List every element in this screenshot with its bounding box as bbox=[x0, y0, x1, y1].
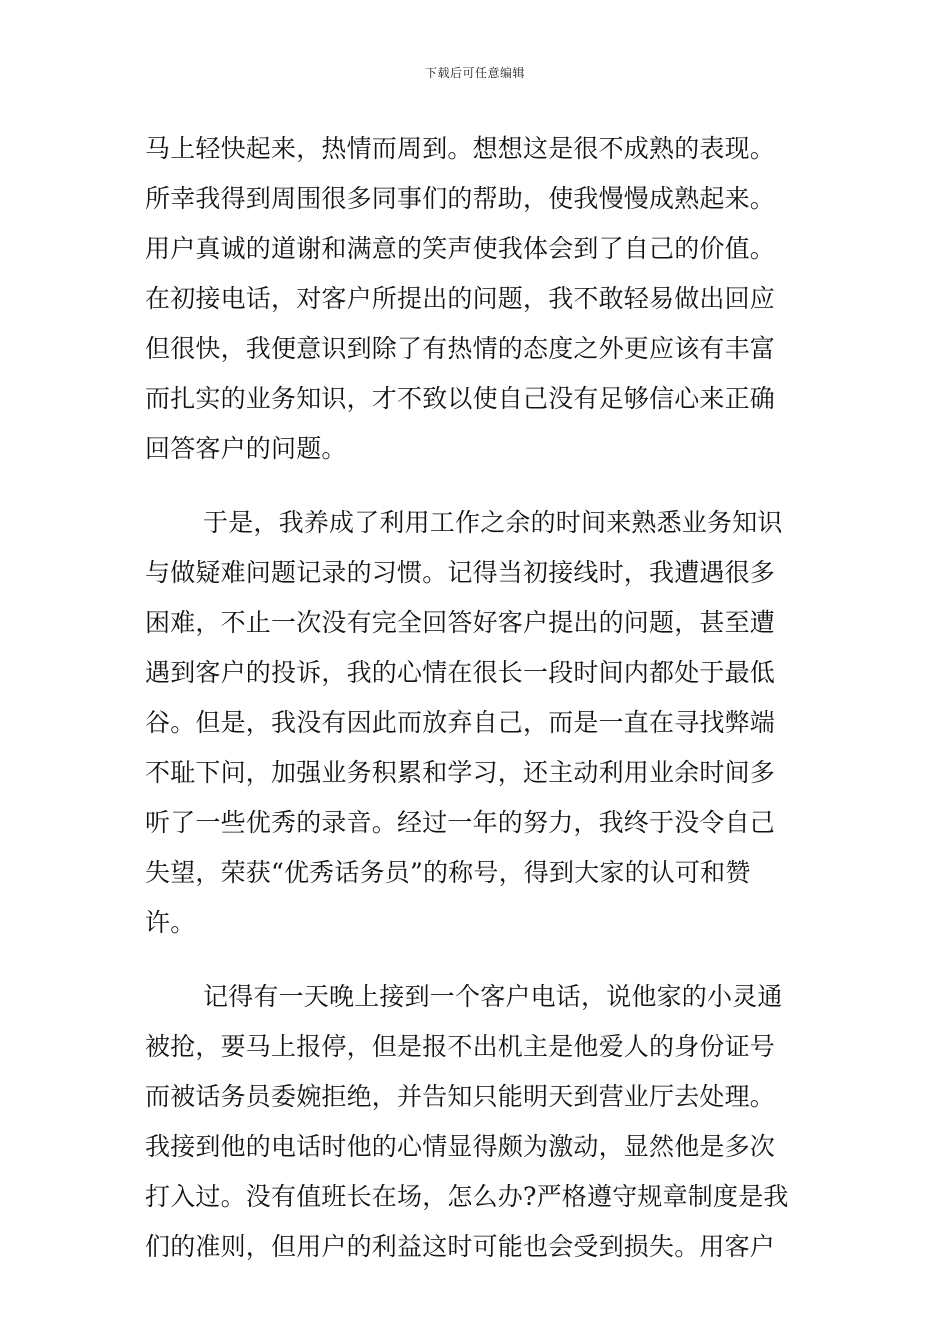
text-line-first: 于是，我养成了利用工作之余的时间来熟悉业务知识 bbox=[203, 508, 783, 537]
text-line: 所幸我得到周围很多同事们的帮助，使我慢慢成熟起来。 bbox=[145, 184, 776, 213]
text-line: 谷。但是，我没有因此而放弃自己，而是一直在寻找弊端 bbox=[145, 708, 776, 737]
text-line: 而扎实的业务知识，才不致以使自己没有足够信心来正确 bbox=[145, 384, 776, 413]
text-line: 遇到客户的投诉，我的心情在很长一段时间内都处于最低 bbox=[145, 658, 776, 687]
text-line: 困难，不止一次没有完全回答好客户提出的问题，甚至遭 bbox=[145, 608, 776, 637]
text-line-first: 记得有一天晚上接到一个客户电话，说他家的小灵通 bbox=[203, 982, 783, 1011]
document-body bbox=[145, 124, 810, 1272]
paragraph-2 bbox=[145, 498, 810, 948]
text-line: 用户真诚的道谢和满意的笑声使我体会到了自己的价值。 bbox=[145, 234, 776, 263]
text-line: 失望，荣获“优秀话务员”的称号，得到大家的认可和赞 bbox=[145, 858, 751, 887]
text-line: 被抢，要马上报停，但是报不出机主是他爱人的身份证号 bbox=[145, 1032, 776, 1061]
paragraph-1 bbox=[145, 124, 810, 474]
text-line: 听了一些优秀的录音。经过一年的努力，我终于没令自己 bbox=[145, 808, 776, 837]
text-line: 打入过。没有值班长在场，怎么办?严格遵守规章制度是我 bbox=[145, 1182, 789, 1211]
text-line: 许。 bbox=[145, 908, 196, 937]
paragraph-spacer bbox=[145, 948, 810, 972]
text-line: 不耻下问，加强业务积累和学习，还主动利用业余时间多 bbox=[145, 758, 776, 787]
text-line: 在初接电话，对客户所提出的问题，我不敢轻易做出回应 bbox=[145, 284, 776, 313]
paragraph-spacer bbox=[145, 474, 810, 498]
text-line: 而被话务员委婉拒绝，并告知只能明天到营业厅去处理。 bbox=[145, 1082, 776, 1111]
page-header: 下载后可任意编辑 bbox=[424, 66, 525, 80]
paragraph-3 bbox=[145, 972, 810, 1272]
text-line: 们的准则，但用户的利益这时可能也会受到损失。用客户 bbox=[145, 1232, 776, 1261]
text-line: 回答客户的问题。 bbox=[145, 434, 347, 463]
text-line: 马上轻快起来，热情而周到。想想这是很不成熟的表现。 bbox=[145, 134, 776, 163]
text-line: 与做疑难问题记录的习惯。记得当初接线时，我遭遇很多 bbox=[145, 558, 776, 587]
text-line: 但很快，我便意识到除了有热情的态度之外更应该有丰富 bbox=[145, 334, 776, 363]
text-line: 我接到他的电话时他的心情显得颇为激动，显然他是多次 bbox=[145, 1132, 776, 1161]
